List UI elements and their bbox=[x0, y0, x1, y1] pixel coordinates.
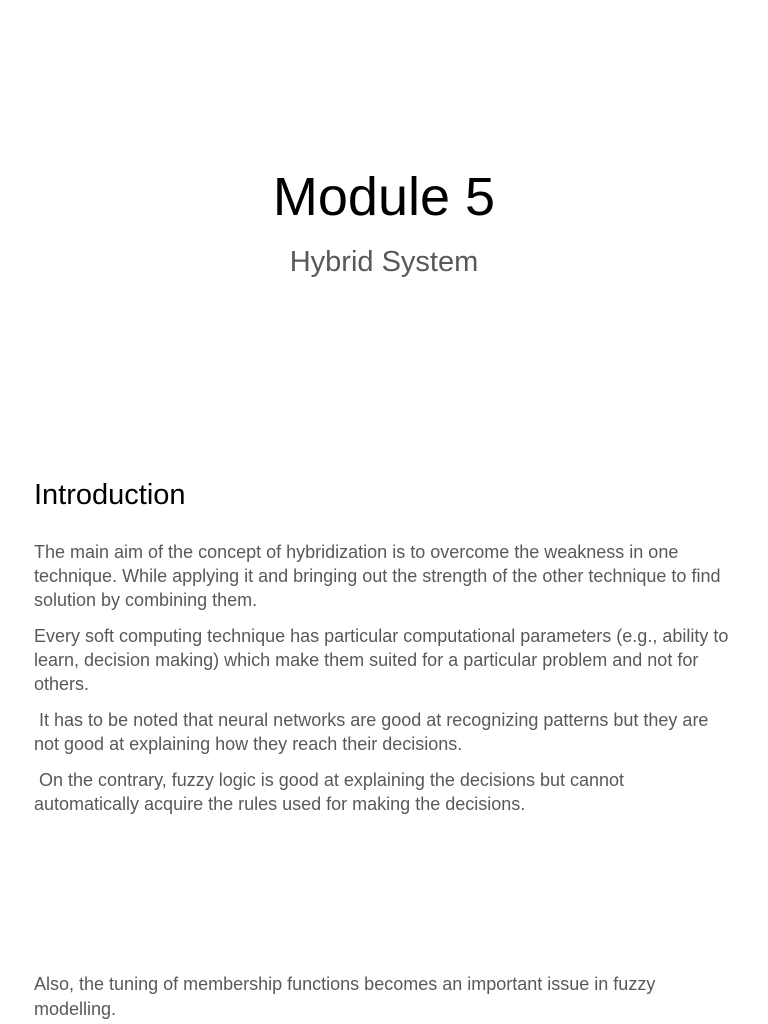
paragraph-membership-functions: Also, the tuning of membership functions becomes an important issue in fuzzy modelling. bbox=[34, 974, 656, 1019]
section-heading-introduction: Introduction bbox=[34, 479, 186, 511]
paragraph-neural-networks: It has to be noted that neural networks are good at recognizing patterns but they are not good at explaining how they reach their decisions. bbox=[34, 710, 714, 754]
slide-title: Module 5 bbox=[272, 167, 496, 227]
paragraph-soft-computing-parameters: Every soft computing technique has particular computational parameters (e.g., ability to learn, decision making) which make them suited for a particular problem and not for others. bbox=[34, 626, 734, 694]
paragraph-hybridization-aim: The main aim of the concept of hybridization is to overcome the weakness in one technique. While applying it and bringing out the strength of the other technique to find solution by combining them. bbox=[34, 542, 726, 610]
slide-subtitle: Hybrid System bbox=[289, 246, 479, 278]
paragraph-fuzzy-logic: On the contrary, fuzzy logic is good at explaining the decisions but cannot automatically acquire the rules used for making the decisions. bbox=[34, 770, 630, 814]
introduction-body bbox=[34, 540, 734, 828]
